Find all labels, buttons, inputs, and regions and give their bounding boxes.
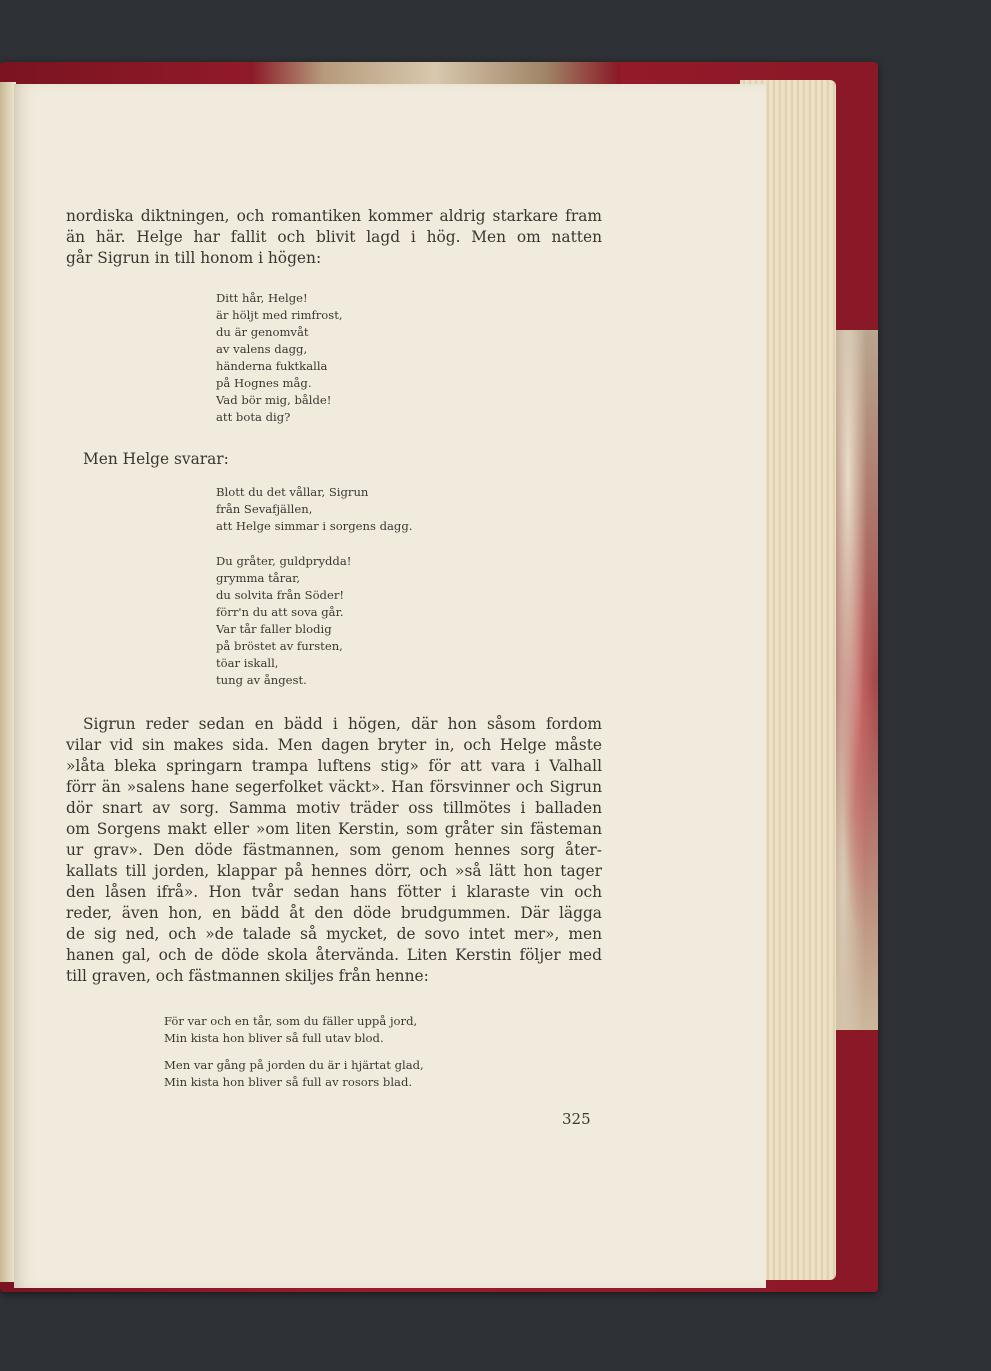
verse-line: på Hognes måg. [216,376,312,390]
cover-marbled-top [250,62,620,84]
verse-line: Var tår faller blodig [216,622,332,636]
verse-line: Blott du det vållar, Sigrun [216,485,369,499]
page-number: 325 [562,1110,591,1128]
verse-line: Vad bör mig, bålde! [216,393,332,407]
text-line: än här. Helge har fallit och blivit lagd i hög. Men om natten [66,228,602,246]
ballad-verse-2 [164,1057,424,1091]
helge-answers-line: Men Helge svarar: [83,450,229,468]
verse-line: du är genomvåt [216,325,309,339]
verse-line: att Helge simmar i sorgens dagg. [216,519,413,533]
verse-line: är höljt med rimfrost, [216,308,343,322]
text-line: vilar vid sin makes sida. Men dagen bryter in, och Helge måste [66,736,602,754]
text-line: går Sigrun in till honom i högen: [66,249,322,267]
verse-line: För var och en tår, som du fäller uppå jord, [164,1014,418,1028]
main-paragraph [66,714,602,987]
verse-line: Ditt hår, Helge! [216,291,308,305]
book-page [14,84,766,1288]
verse-line: tung av ångest. [216,673,307,687]
text-line: ur grav». Den döde fästmannen, som genom hennes sorg åter- [66,841,602,859]
intro-paragraph [66,206,602,269]
text-line: reder, även hon, en bädd åt den döde brudgummen. Där lägga [66,904,602,922]
text-line: om Sorgens makt eller »om liten Kerstin, som gråter sin fästeman [66,820,602,838]
text-line: till graven, och fästmannen skiljes från henne: [66,967,429,985]
verse-line: grymma tårar, [216,571,301,585]
text-line: den låsen ifrå». Hon tvår sedan hans fötter i klaraste vin och [66,883,602,901]
verse-helge [216,484,412,535]
ballad-verse-1 [164,1013,417,1047]
verse-helge-cont [216,553,351,689]
text-line: »låta bleka springarn trampa luftens stig» för att vara i Valhall [66,757,602,775]
verse-line: förr'n du att sova går. [216,605,344,619]
text-line: dör snart av sorg. Samma motiv träder oss tillmötes i balladen [66,799,602,817]
verse-line: töar iskall, [216,656,279,670]
text-line: kallats till jorden, klappar på hennes dörr, och »så lätt hon tager [66,862,602,880]
verse-line: Du gråter, guldprydda! [216,554,352,568]
verse-line: händerna fuktkalla [216,359,328,373]
text-line: nordiska diktningen, och romantiken kommer aldrig starkare fram [66,207,602,225]
text-line: förr än »salens hane segerfolket väckt». Han försvinner och Sigrun [66,778,602,796]
text-line: Sigrun reder sedan en bädd i högen, där hon såsom fordom [83,715,602,733]
text-line: de sig ned, och »de talade så mycket, de sovo intet mer», men [66,925,602,943]
verse-line: du solvita från Söder! [216,588,345,602]
verse-line: på bröstet av fursten, [216,639,343,653]
text-line: hanen gal, och de döde skola återvända. Liten Kerstin följer med [66,946,602,964]
verse-line: Men var gång på jorden du är i hjärtat glad, [164,1058,424,1072]
verse-line: Min kista hon bliver så full av rosors blad. [164,1075,413,1089]
verse-line: Min kista hon bliver så full utav blod. [164,1031,384,1045]
verse-line: av valens dagg, [216,342,308,356]
verse-line: att bota dig? [216,410,291,424]
verse-sigrun [216,290,343,426]
verse-line: från Sevafjällen, [216,502,313,516]
